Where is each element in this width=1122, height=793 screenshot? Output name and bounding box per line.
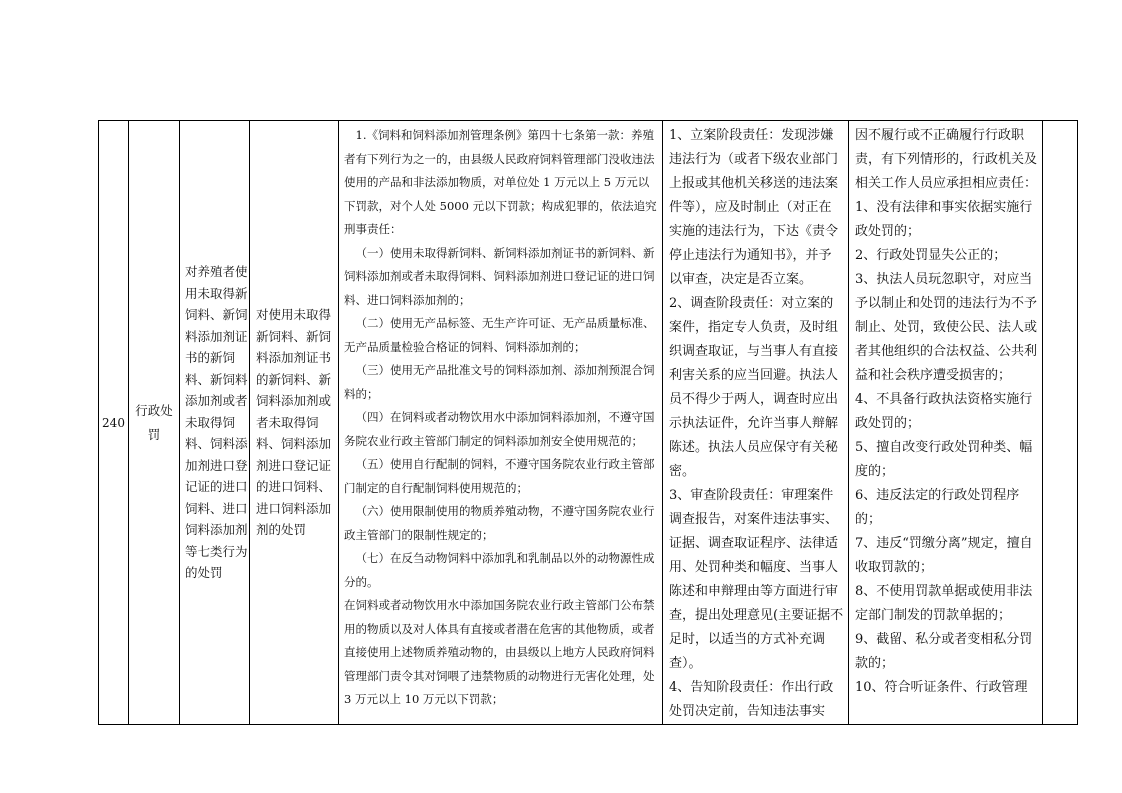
accountability-paragraph: 6、违反法定的行政处罚程序的； bbox=[855, 488, 1020, 527]
sub-item-name: 对使用未取得新饲料、新饲料添加剂证书的新饲料、新饲料添加剂或者未取得饲料、饲料添加剂进口登记证的进口饲料、进口饲料添加剂的处罚 bbox=[256, 307, 332, 538]
accountability-paragraph: 7、违反“罚缴分离”规定，擅自收取罚款的； bbox=[855, 536, 1033, 575]
item-name-cell bbox=[180, 121, 250, 725]
power-list-table bbox=[98, 120, 1078, 725]
legal-basis-cell bbox=[339, 121, 663, 725]
power-category: 行政处罚 bbox=[135, 402, 173, 442]
responsibility-paragraph: 1、立案阶段责任：发现涉嫌违法行为（或者下级农业部门上报或其他机关移送的违法案件等），应及时制止（对正在实施的违法行为，下达《责令停止违法行为通知书》，并予以审查，决定是否立案。 bbox=[669, 128, 839, 287]
legal-basis-paragraph: 在饲料或者动物饮用水中添加国务院农业行政主管部门公布禁用的物质以及对人体具有直接或者潜在危害的其他物质，或者直接使用上述物质养殖动物的，由县级以上地方人民政府饲料管理部门责令其对饲喂了违禁物质的动物进行无害化处理，处 3 万元以上 10 万元以下罚款； bbox=[344, 598, 655, 706]
legal-basis-paragraph: （一）使用未取得新饲料、新饲料添加剂证书的新饲料、新饲料添加剂或者未取得饲料、饲料添加剂进口登记证的进口饲料、进口饲料添加剂的； bbox=[344, 245, 655, 307]
accountability-paragraph: 4、不具备行政执法资格实施行政处罚的； bbox=[855, 392, 1033, 431]
legal-basis-paragraph: 1.《饲料和饲料添加剂管理条例》第四十七条第一款：养殖者有下列行为之一的，由县级人民政府饲料管理部门没收违法使用的产品和非法添加物质，对单位处 1 万元以上 5 万元以下罚款，对个人处 5000 元以下罚款；构成犯罪的，依法追究刑事责任： bbox=[344, 128, 657, 236]
accountability-paragraph: 因不履行或不正确履行行政职责，有下列情形的，行政机关及相关工作人员应承担相应责任： bbox=[855, 128, 1038, 191]
responsibility-paragraph: 3、审查阶段责任：审理案件调查报告，对案件违法事实、证据、调查取证程序、法律适用、处罚种类和幅度、当事人陈述和申辩理由等方面进行审查，提出处理意见(主要证据不足时，以适当的方式补充调查）。 bbox=[669, 488, 844, 671]
legal-basis-paragraph: （五）使用自行配制的饲料，不遵守国务院农业行政主管部门制定的自行配制饲料使用规范的； bbox=[344, 457, 655, 495]
responsibility-paragraph: 2、调查阶段责任：对立案的案件，指定专人负责，及时组织调查取证，与当事人有直接利害关系的应当回避。执法人员不得少于两人，调查时应出示执法证件，允许当事人辩解陈述。执法人员应保守有关秘密。 bbox=[669, 296, 839, 479]
legal-basis-paragraph: （二）使用无产品标签、无生产许可证、无产品质量标准、无产品质量检验合格证的饲料、饲料添加剂的； bbox=[344, 316, 655, 354]
legal-basis-paragraph: （六）使用限制使用的物质养殖动物，不遵守国务院农业行政主管部门的限制性规定的； bbox=[344, 504, 655, 542]
accountability-paragraph: 8、不使用罚款单据或使用非法定部门制发的罚款单据的； bbox=[855, 584, 1033, 623]
accountability-paragraph: 5、擅自改变行政处罚种类、幅度的； bbox=[855, 440, 1033, 479]
legal-basis-paragraph: （三）使用无产品批准文号的饲料添加剂、添加剂预混合饲料的； bbox=[344, 363, 655, 401]
legal-basis-paragraph: （七）在反刍动物饲料中添加乳和乳制品以外的动物源性成分的。 bbox=[344, 551, 655, 589]
power-category-cell bbox=[129, 121, 180, 725]
accountability-cell bbox=[849, 121, 1043, 725]
legal-basis-paragraph: （四）在饲料或者动物饮用水中添加饲料添加剂，不遵守国务院农业行政主管部门制定的饲料添加剂安全使用规范的； bbox=[344, 410, 655, 448]
remarks-cell bbox=[1043, 121, 1078, 725]
accountability-paragraph: 9、截留、私分或者变相私分罚款的； bbox=[855, 632, 1033, 671]
responsibility-cell bbox=[663, 121, 849, 725]
row-number-cell bbox=[99, 121, 129, 725]
table-row bbox=[99, 121, 1078, 725]
item-name: 对养殖者使用未取得新饲料、新饲料添加剂证书的新饲料、新饲料添加剂或者未取得饲料、饲料添加剂进口登记证的进口饲料、进口饲料添加剂等七类行为的处罚 bbox=[185, 264, 248, 581]
accountability-paragraph: 1、没有法律和事实依据实施行政处罚的； bbox=[855, 200, 1033, 239]
responsibility-paragraph: 4、告知阶段责任：作出行政处罚决定前，告知违法事实 bbox=[669, 680, 834, 719]
accountability-paragraph: 2、行政处罚显失公正的； bbox=[855, 248, 1007, 263]
row-number: 240 bbox=[102, 415, 125, 430]
accountability-paragraph: 10、符合听证条件、行政管理 bbox=[855, 680, 1028, 695]
sub-item-name-cell bbox=[250, 121, 339, 725]
accountability-paragraph: 3、执法人员玩忽职守，对应当予以制止和处罚的违法行为不予制止、处罚，致使公民、法人或者其他组织的合法权益、公共利益和社会秩序遭受损害的； bbox=[855, 272, 1038, 383]
